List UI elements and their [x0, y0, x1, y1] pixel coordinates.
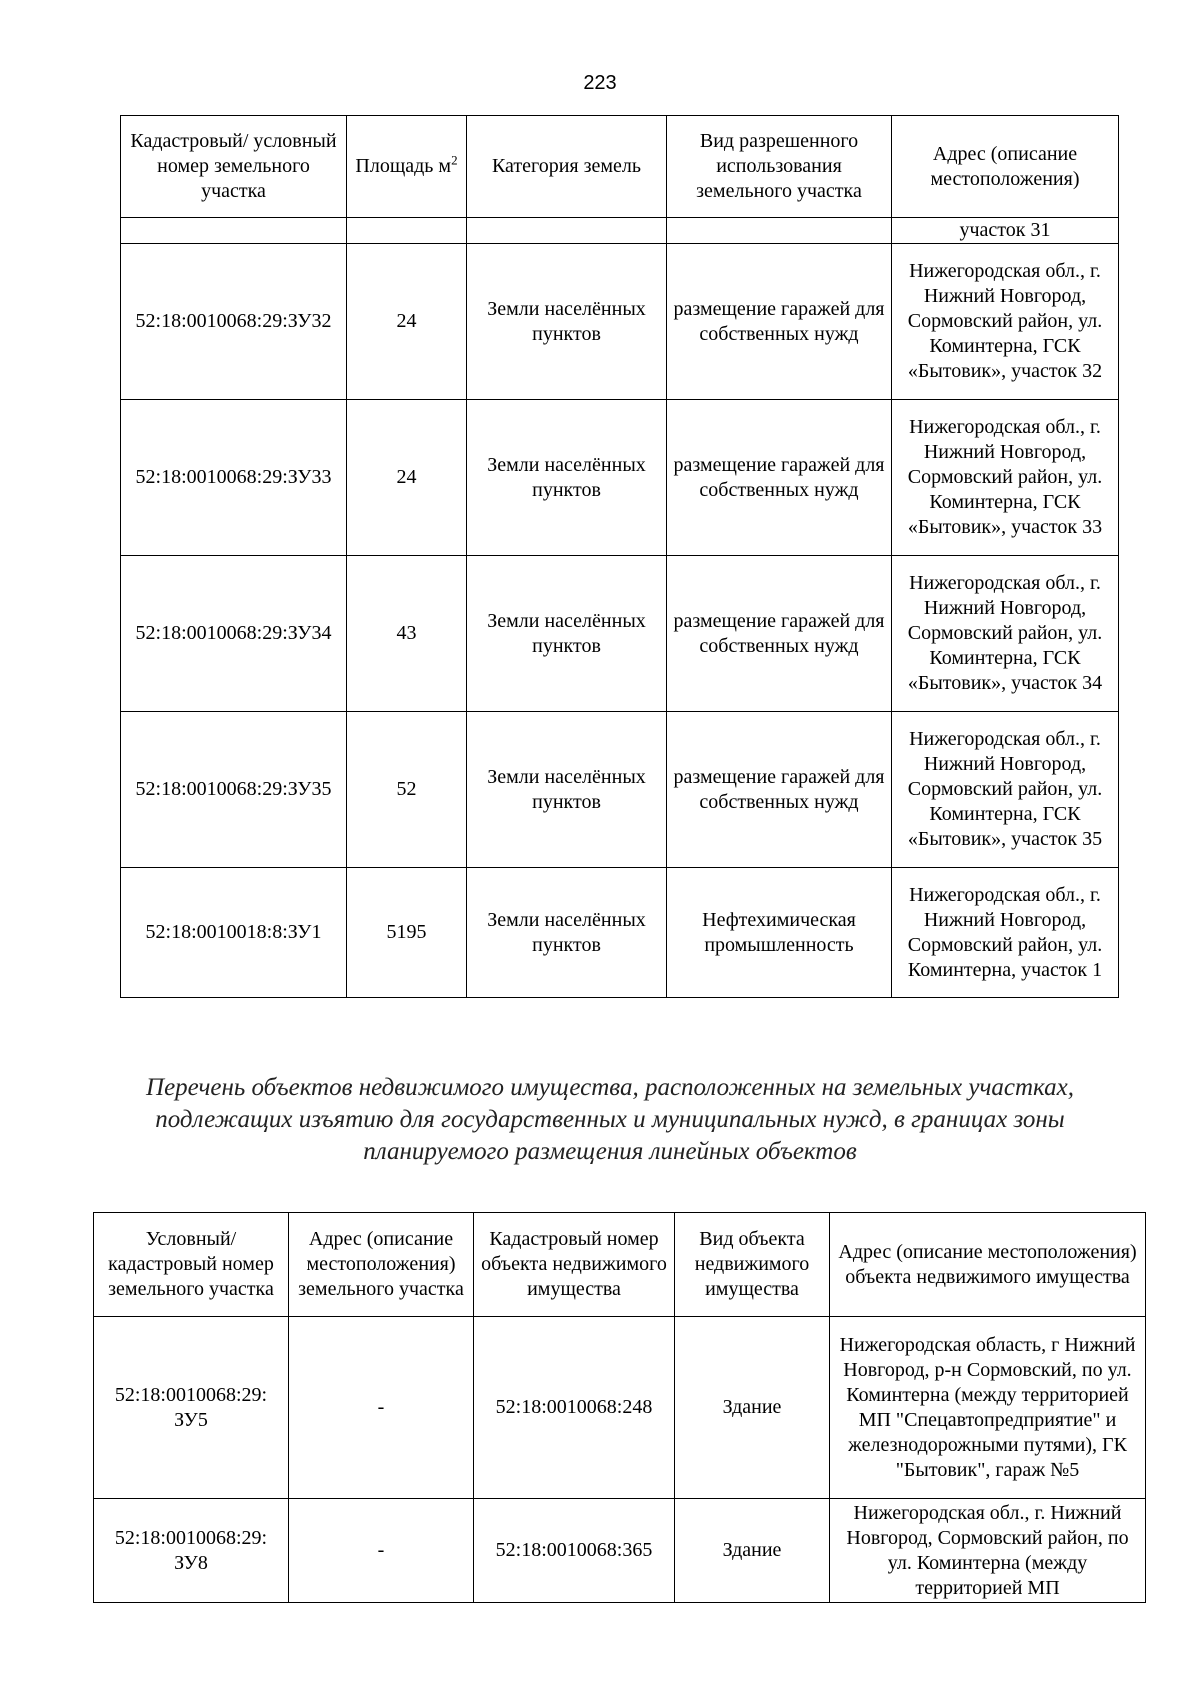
cell-area: 43	[347, 556, 467, 712]
objects-table-header-row	[94, 1213, 1146, 1317]
cell-object-number: 52:18:0010068:365	[474, 1499, 675, 1603]
cell-area: 5195	[347, 868, 467, 998]
page-number: 223	[583, 72, 617, 94]
cell-use: размещение гаражей для собственных нужд	[667, 244, 892, 400]
header-address: Адрес (описание местоположения)	[892, 116, 1119, 218]
cell-area: 24	[347, 244, 467, 400]
cell-address: Нижегородская обл., г. Нижний Новгород, Сормовский район, ул. Коминтерна, ГСК «Бытовик», участок 32	[892, 244, 1119, 400]
cell-area: 24	[347, 400, 467, 556]
cell-object-address: Нижегородская обл., г. Нижний Новгород, Сормовский район, по ул. Коминтерна (между территорией МП	[830, 1499, 1146, 1603]
cell-use: размещение гаражей для собственных нужд	[667, 712, 892, 868]
header-area	[347, 116, 467, 218]
header-cadastral: Кадастровый/ условный номер земельного участка	[121, 116, 347, 218]
cell-cadastral: 52:18:0010068:29:ЗУ33	[121, 400, 347, 556]
cell-cadastral: 52:18:0010068:29:ЗУ34	[121, 556, 347, 712]
cell-object-number: 52:18:0010068:248	[474, 1317, 675, 1499]
cell-category: Земли населённых пунктов	[467, 868, 667, 998]
cell-category: Земли населённых пунктов	[467, 556, 667, 712]
table-row	[121, 556, 1119, 712]
cell-address: участок 31	[892, 218, 1119, 244]
header-object-type: Вид объекта недвижимого имущества	[675, 1213, 830, 1317]
header-object-address: Адрес (описание местоположения) объекта недвижимого имущества	[830, 1213, 1146, 1317]
cell-land-number: 52:18:0010068:29: ЗУ8	[94, 1499, 289, 1603]
cell-object-type: Здание	[675, 1317, 830, 1499]
header-land-number: Условный/ кадастровый номер земельного участка	[94, 1213, 289, 1317]
cell-use: размещение гаражей для собственных нужд	[667, 400, 892, 556]
table-row	[94, 1317, 1146, 1499]
cell-cadastral: 52:18:0010018:8:ЗУ1	[121, 868, 347, 998]
table-row	[94, 1499, 1146, 1603]
cell-category: Земли населённых пунктов	[467, 244, 667, 400]
table-row-continuation	[121, 218, 1119, 244]
header-area-unit-superscript: 2	[451, 152, 458, 168]
cell-empty	[121, 218, 347, 244]
section-heading: Перечень объектов недвижимого имущества, расположенных на земельных участках, подлежащих изъятию для государственных и муниципальных нужд, в границах зоны планируемого размещения линейных объектов	[146, 1074, 1074, 1165]
cell-cadastral: 52:18:0010068:29:ЗУ35	[121, 712, 347, 868]
cell-empty	[347, 218, 467, 244]
real-estate-objects-table	[93, 1212, 1146, 1603]
cell-object-type: Здание	[675, 1499, 830, 1603]
cell-empty	[467, 218, 667, 244]
cell-category: Земли населённых пунктов	[467, 400, 667, 556]
cell-empty	[667, 218, 892, 244]
header-category: Категория земель	[467, 116, 667, 218]
cell-land-number: 52:18:0010068:29: ЗУ5	[94, 1317, 289, 1499]
table-row	[121, 868, 1119, 998]
cell-use: Нефтехимическая промышленность	[667, 868, 892, 998]
cell-land-address: -	[289, 1317, 474, 1499]
cell-object-address: Нижегородская область, г Нижний Новгород, р-н Сормовский, по ул. Коминтерна (между территорией МП "Спецавтопредприятие" и железнодорожными путями), ГК "Бытовик", гараж №5	[830, 1317, 1146, 1499]
table-row	[121, 400, 1119, 556]
land-table-header-row	[121, 116, 1119, 218]
cell-area: 52	[347, 712, 467, 868]
cell-cadastral: 52:18:0010068:29:ЗУ32	[121, 244, 347, 400]
header-land-address: Адрес (описание местоположения) земельного участка	[289, 1213, 474, 1317]
cell-address: Нижегородская обл., г. Нижний Новгород, Сормовский район, ул. Коминтерна, ГСК «Бытовик», участок 33	[892, 400, 1119, 556]
cell-land-address: -	[289, 1499, 474, 1603]
cell-use: размещение гаражей для собственных нужд	[667, 556, 892, 712]
cell-address: Нижегородская обл., г. Нижний Новгород, Сормовский район, ул. Коминтерна, ГСК «Бытовик», участок 35	[892, 712, 1119, 868]
cell-category: Земли населённых пунктов	[467, 712, 667, 868]
table-row	[121, 712, 1119, 868]
land-plots-table	[120, 115, 1119, 998]
header-area-label: Площадь м	[355, 155, 452, 177]
header-use: Вид разрешенного использования земельного участка	[667, 116, 892, 218]
cell-address: Нижегородская обл., г. Нижний Новгород, Сормовский район, ул. Коминтерна, ГСК «Бытовик», участок 34	[892, 556, 1119, 712]
table-row	[121, 244, 1119, 400]
cell-address: Нижегородская обл., г. Нижний Новгород, Сормовский район, ул. Коминтерна, участок 1	[892, 868, 1119, 998]
header-object-number: Кадастровый номер объекта недвижимого имущества	[474, 1213, 675, 1317]
